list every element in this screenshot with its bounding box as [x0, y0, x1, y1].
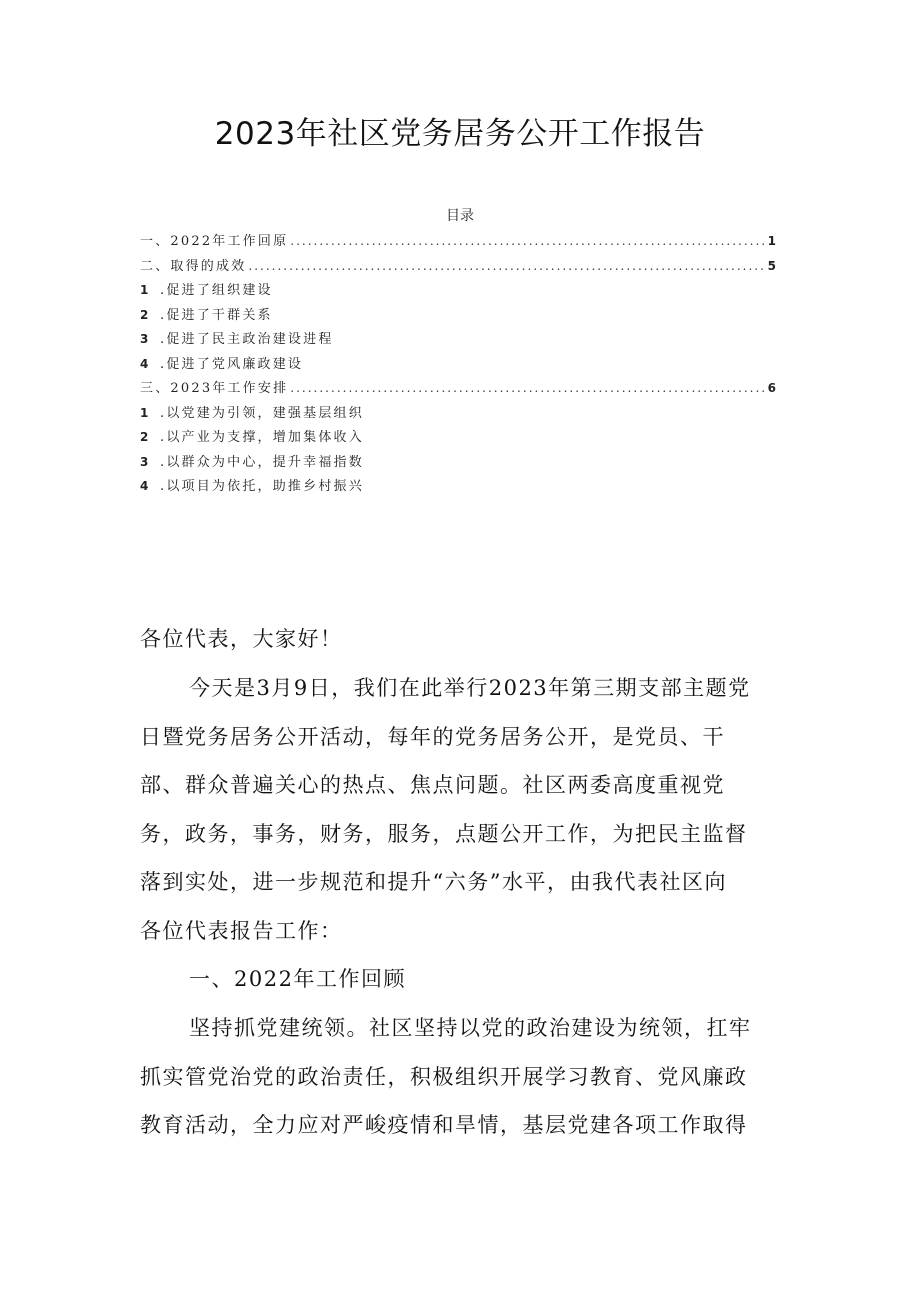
toc-entry[interactable] [140, 376, 776, 401]
toc-entry-number: 3 [140, 454, 149, 469]
toc-entry[interactable] [140, 303, 776, 328]
paragraph-line: 教育活动，全力应对严峻疫情和旱情，基层党建各项工作取得 [140, 1113, 748, 1137]
paragraph-line: 各位代表报告工作： [140, 918, 343, 943]
toc-heading: 目录 [446, 208, 474, 224]
greeting-paragraph [140, 615, 790, 664]
paragraph-line: 务，政务，事务，财务，服务，点题公开工作，为把民主监督 [140, 821, 748, 846]
toc-entry-page: 5 [767, 258, 776, 273]
toc-entry[interactable] [140, 425, 776, 450]
paragraph-line: 抓实管党治党的政治责任，积极组织开展学习教育、党风廉政 [140, 1064, 748, 1089]
paragraph-line: 部、群众普遍关心的热点、焦点问题。社区两委高度重视党 [140, 773, 725, 797]
toc-leader-dots [290, 229, 765, 254]
toc-entry[interactable] [140, 352, 776, 377]
toc-entry-label: .促进了干群关系 [160, 307, 273, 323]
toc-entry-label: 二、取得的成效 [140, 258, 247, 274]
table-of-contents [140, 229, 776, 499]
toc-entry-label: 三、2023年工作安排 [140, 381, 289, 396]
toc-leader-dots [248, 254, 765, 279]
toc-leader-dots [290, 376, 765, 401]
toc-entry-label: .促进了民主政治建设进程 [160, 332, 334, 347]
toc-entry[interactable] [140, 450, 776, 475]
toc-entry-label: .促进了党风廉政建设 [160, 356, 304, 372]
toc-entry-page: 1 [767, 234, 776, 248]
toc-entry-label: .以产业为支撑，增加集体收入 [160, 430, 364, 445]
paragraph-line: 落到实处，进一步规范和提升“六务”水平，由我代表社区向 [140, 870, 727, 894]
toc-entry-page: 6 [767, 381, 776, 395]
toc-entry-label: .以项目为依托，助推乡村振兴 [160, 479, 364, 494]
party-building-paragraph [140, 1004, 790, 1150]
toc-entry[interactable] [140, 401, 776, 426]
paragraph-line: 今天是3月9日，我们在此举行2023年第三期支部主题党 [189, 676, 751, 700]
greeting-line: 各位代表，大家好！ [140, 627, 343, 651]
section-heading-text: 一、2022年工作回顾 [189, 967, 406, 991]
toc-entry-number: 3 [140, 332, 149, 346]
toc-entry[interactable] [140, 229, 776, 254]
toc-entry-number: 4 [140, 479, 149, 493]
toc-entry-label: 一、2022年工作回原 [140, 234, 289, 249]
toc-entry-number: 4 [140, 356, 149, 371]
toc-entry-number: 1 [140, 405, 149, 420]
toc-entry-number: 2 [140, 430, 149, 444]
paragraph-line: 坚持抓党建统领。社区坚持以党的政治建设为统领，扛牢 [189, 1016, 752, 1040]
toc-entry-label: .以群众为中心，提升幸福指数 [160, 454, 364, 470]
toc-entry-label: .以党建为引领，建强基层组织 [160, 405, 364, 421]
section-heading [140, 955, 790, 1004]
paragraph-line: 日暨党务居务公开活动，每年的党务居务公开，是党员、干 [140, 724, 725, 749]
document-title: 2023年社区党务居务公开工作报告 [214, 116, 706, 152]
toc-entry-label: .促进了组织建设 [160, 283, 273, 298]
toc-entry[interactable] [140, 254, 776, 279]
toc-entry-number: 2 [140, 307, 149, 322]
toc-entry[interactable] [140, 327, 776, 352]
toc-entry[interactable] [140, 474, 776, 499]
intro-paragraph [140, 664, 790, 955]
toc-entry[interactable] [140, 278, 776, 303]
toc-entry-number: 1 [140, 283, 149, 297]
